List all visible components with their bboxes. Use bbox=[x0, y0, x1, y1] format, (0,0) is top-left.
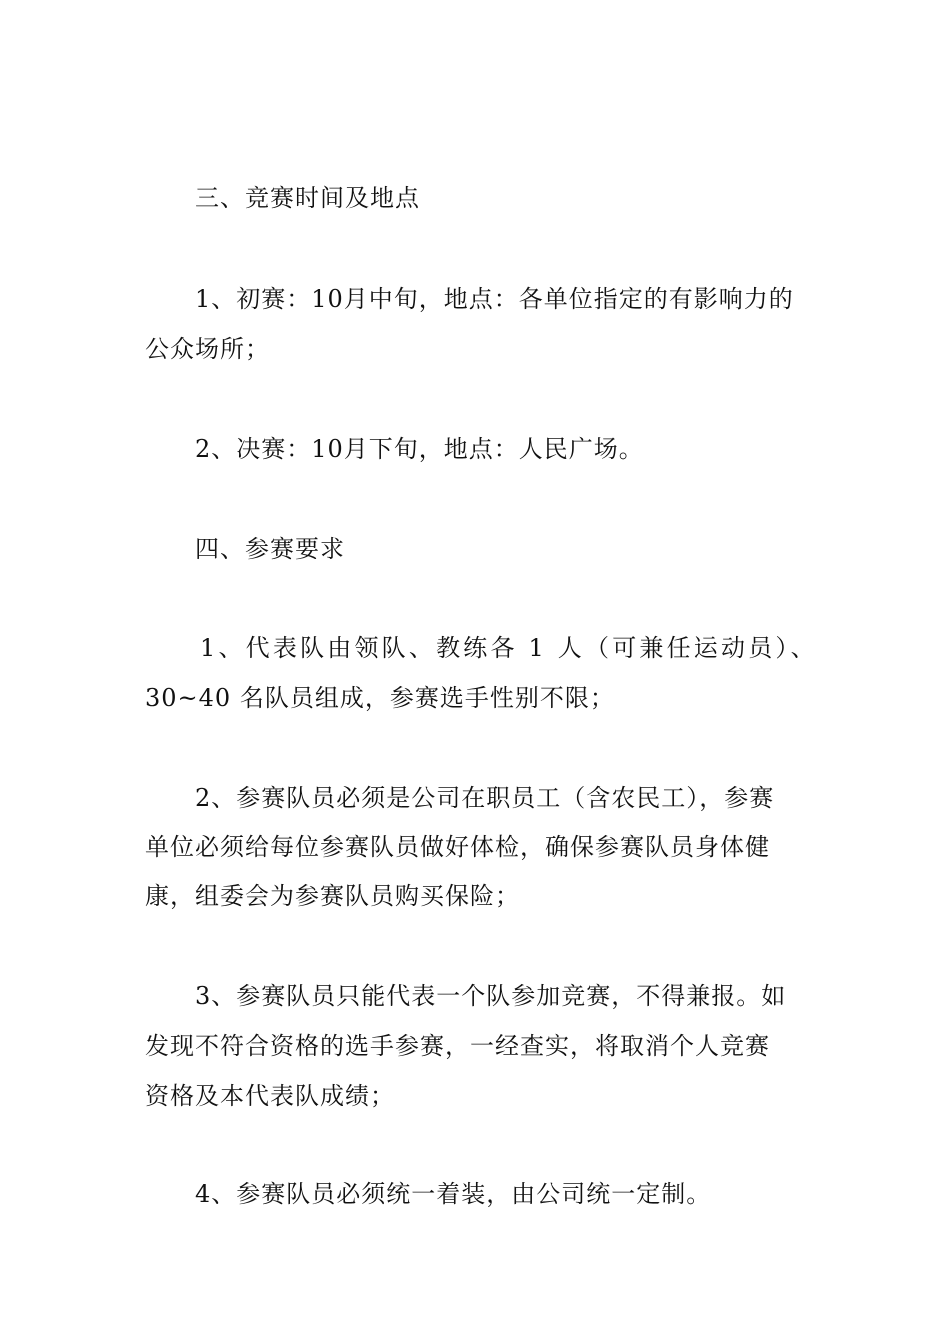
paragraph-single-team-line-3: 资格及本代表队成绩； bbox=[145, 1082, 395, 1110]
paragraph-preliminary-line-2: 公众场所； bbox=[145, 335, 270, 363]
section-heading-requirements: 四、参赛要求 bbox=[195, 535, 345, 563]
paragraph-team-composition-line-1: 1、代表队由领队、教练各 1 人（可兼任运动员）、 bbox=[200, 634, 818, 662]
paragraph-uniform: 4、参赛队员必须统一着装，由公司统一定制。 bbox=[195, 1180, 712, 1208]
paragraph-eligibility-line-3: 康，组委会为参赛队员购买保险； bbox=[145, 882, 520, 910]
paragraph-preliminary-line-1: 1、初赛：10月中旬，地点：各单位指定的有影响力的 bbox=[195, 285, 794, 313]
section-heading-competition-time-location: 三、竞赛时间及地点 bbox=[195, 184, 420, 212]
paragraph-eligibility-line-1: 2、参赛队员必须是公司在职员工（含农民工），参赛 bbox=[195, 784, 775, 812]
paragraph-eligibility-line-2: 单位必须给每位参赛队员做好体检，确保参赛队员身体健 bbox=[145, 833, 770, 861]
paragraph-single-team-line-2: 发现不符合资格的选手参赛，一经查实，将取消个人竞赛 bbox=[145, 1032, 770, 1060]
paragraph-single-team-line-1: 3、参赛队员只能代表一个队参加竞赛，不得兼报。如 bbox=[195, 982, 787, 1010]
paragraph-team-composition-line-2: 30~40 名队员组成，参赛选手性别不限； bbox=[145, 684, 615, 712]
paragraph-final: 2、决赛：10月下旬，地点：人民广场。 bbox=[195, 435, 644, 463]
